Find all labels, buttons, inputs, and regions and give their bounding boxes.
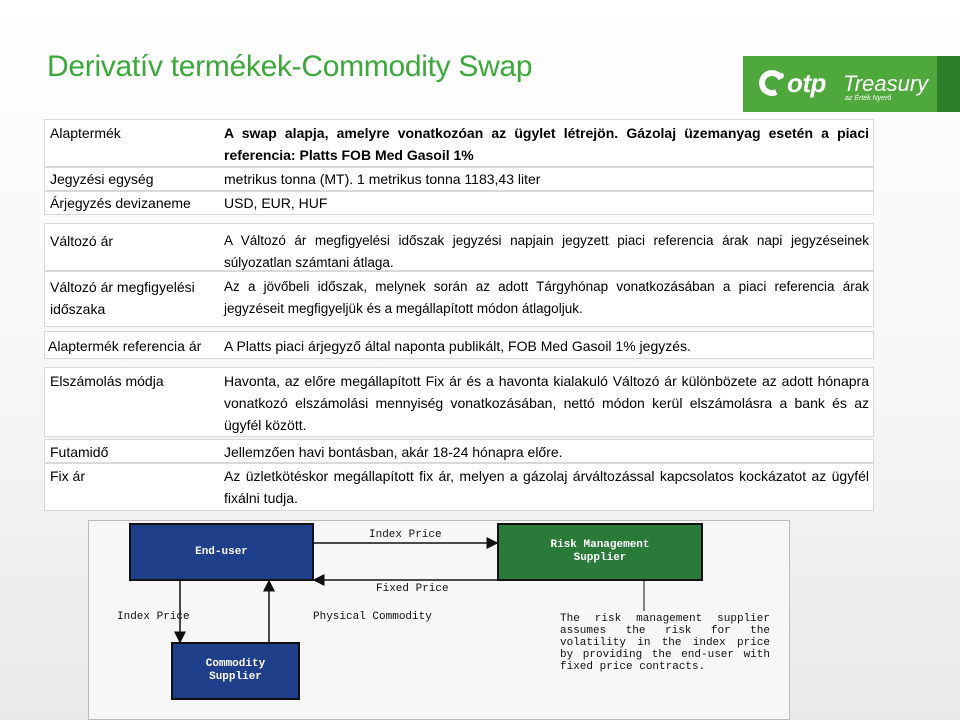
swap-flow-diagram [88, 520, 790, 720]
row-value: Az üzletkötéskor megállapított fix ár, melyen a gázolaj árváltozással kapcsolatos kockázatot az ügyfél fixálni tudja. [224, 468, 869, 506]
row-label: Árjegyzés devizaneme [50, 195, 191, 211]
table-row [44, 367, 874, 437]
table-row [44, 167, 874, 191]
row-label: Változó ár [50, 233, 114, 249]
otp-dot-icon [779, 73, 784, 78]
row-value: metrikus tonna (MT). 1 metrikus tonna 1183,43 liter [224, 171, 541, 187]
table-row [44, 271, 874, 327]
end-user-label: End-user [195, 545, 248, 558]
commodity-supplier-box [171, 642, 300, 700]
commodity-supplier-label: Commodity Supplier [205, 658, 266, 683]
table-row [44, 119, 874, 167]
fixed-price-label: Fixed Price [376, 583, 449, 595]
row-value: Az a jövőbeli időszak, melynek során az adott Tárgyhónap vonatkozásában a piaci referencia árak jegyzéseit megfigyeljük és a megállapított módon átlagoljuk. [224, 279, 869, 316]
table-row [44, 439, 874, 463]
logo-product: Treasury [843, 71, 929, 96]
row-label: Futamidő [50, 444, 109, 460]
row-label: Elszámolás módja [50, 373, 164, 389]
logo-tagline: az Érték Nyerő [845, 95, 892, 102]
row-value: USD, EUR, HUF [224, 195, 328, 211]
otp-ring-icon [755, 66, 788, 99]
row-label: Változó ár megfigyelési időszaka [50, 279, 195, 317]
row-value: A swap alapja, amelyre vonatkozóan az ügylet létrejön. Gázolaj üzemanyag esetén a piaci referencia: Platts FOB Med Gasoil 1% [224, 125, 869, 163]
end-user-box [129, 523, 314, 581]
row-value: Jellemzően havi bontásban, akár 18-24 hónapra előre. [224, 444, 563, 460]
risk-supplier-label: Risk Management Supplier [550, 539, 650, 564]
logo-accent-bar [937, 56, 960, 112]
diagram-note: The risk management supplier assumes the risk for the volatility in the index price by providing the end-user with fixed price contracts. [560, 613, 770, 673]
row-label: Alaptermék [50, 125, 121, 141]
row-value: Havonta, az előre megállapított Fix ár és a havonta kialakuló Változó ár különbözete az adott hónapra vonatkozó elszámolási mennyiség vonatkozásában, nettó módon kerül elszámolásra a bank és az ügyfél között. [224, 373, 869, 433]
page-title: Derivatív termékek-Commodity Swap [47, 50, 533, 83]
physical-commodity-label: Physical Commodity [313, 611, 432, 623]
table-row [44, 331, 874, 359]
row-label: Alaptermék referencia ár [48, 338, 202, 354]
row-value: A Változó ár megfigyelési időszak jegyzési napjain jegyzett piaci referencia árak napi jegyzéseinek súlyozatlan számtani átlaga. [224, 233, 869, 270]
otp-treasury-logo [743, 56, 960, 112]
row-label: Jegyzési egység [50, 171, 154, 187]
risk-management-supplier-box [497, 523, 703, 581]
table-row [44, 223, 874, 271]
table-row [44, 463, 874, 511]
row-value: A Platts piaci árjegyző által naponta publikált, FOB Med Gasoil 1% jegyzés. [224, 338, 691, 354]
index-price-left-label: Index Price [117, 611, 190, 623]
logo-brand: otp [787, 68, 826, 98]
index-price-label: Index Price [369, 529, 442, 541]
row-label: Fix ár [50, 468, 85, 484]
table-row [44, 191, 874, 215]
